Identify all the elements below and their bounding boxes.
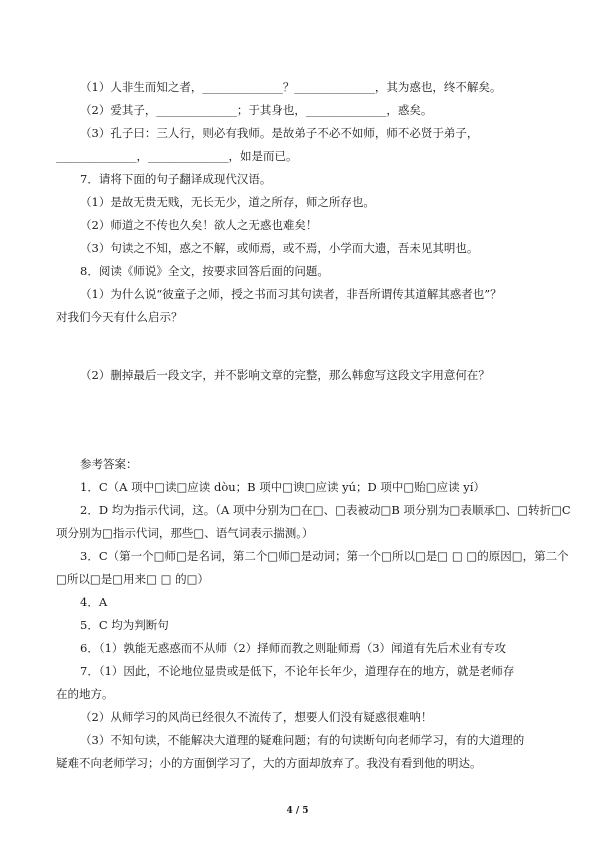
question-heading: 7．请将下面的句子翻译成现代汉语。	[80, 172, 272, 186]
text-line: （2）师道之不传也久矣！欲人之无惑也难矣！	[80, 218, 318, 232]
answer-line: 项分别为□指示代词，那些□、语气词表示揣测。）	[56, 526, 314, 540]
text-line: （1）人非生而知之者，______________？______________，其为惑也，终不解矣。	[80, 80, 502, 94]
text-line: （1）为什么说“彼童子之师，授之书而习其句读者，非吾所谓传其道解其惑者也”？	[80, 287, 502, 301]
answer-line: 在的地方。	[56, 687, 114, 701]
answer-line: 5．C 均为判断句	[80, 618, 169, 632]
answer-line: 7．（1）因此，不论地位显贵或是低下，不论年长年少，道理存在的地方，就是老师存	[80, 664, 515, 678]
text-line: （2）删掉最后一段文字，并不影响文章的完整，那么韩愈写这段文字用意何在？	[80, 368, 490, 382]
page-number: 4 / 5	[286, 806, 309, 816]
question-heading: 8．阅读《师说》全文，按要求回答后面的问题。	[80, 264, 329, 278]
text-line: （3）句读之不知，惑之不解，或师焉，或不焉，小学而大遗，吾未见其明也。	[80, 241, 479, 255]
answer-heading: 参考答案：	[80, 457, 138, 471]
text-line: ______________，______________，如是而已。	[56, 149, 298, 163]
answer-line: 4．A	[80, 595, 108, 609]
answer-line: 疑难不向老师学习；小的方面倒学习了，大的方面却放弃了。我没有看到他的明达。	[56, 756, 482, 770]
answer-line: 1．C（A 项中□读□应读 dòu；B 项中□谀□应读 yú；D 项中□贻□应读 yí）	[80, 480, 485, 494]
answer-line: （2）从师学习的风尚已经很久不流传了，想要人们没有疑惑很难呐！	[80, 710, 433, 724]
text-line: （1）是故无贵无贱，无长无少，道之所存，师之所存也。	[80, 195, 375, 209]
answer-line: 3．C（第一个□师□是名词，第二个□师□是动词；第一个□所以□是□ □ □的原因□，第二个	[80, 549, 569, 563]
answer-line: 6．（1）孰能无惑惑而不从师（2）择师而教之则耻师焉（3）闻道有先后术业有专攻	[80, 641, 507, 655]
text-line: （2）爱其子，______________；于其身也，______________，惑矣。	[80, 103, 433, 117]
text-line: （3）孔子曰：三人行，则必有我师。是故弟子不必不如师，师不必贤于弟子，	[80, 126, 479, 140]
answer-line: □所以□是□用来□ □ 的□）	[56, 572, 210, 586]
answer-line: 2．D 均为指示代词，这。（A 项中分别为□在□、□表被动□B 项分别为□表顺承□、□转折□C	[80, 503, 571, 517]
answer-line: （3）不知句读，不能解决大道理的疑难问题；有的句读断句向老师学习，有的大道理的	[80, 733, 525, 747]
text-line: 对我们今天有什么启示？	[56, 310, 183, 324]
